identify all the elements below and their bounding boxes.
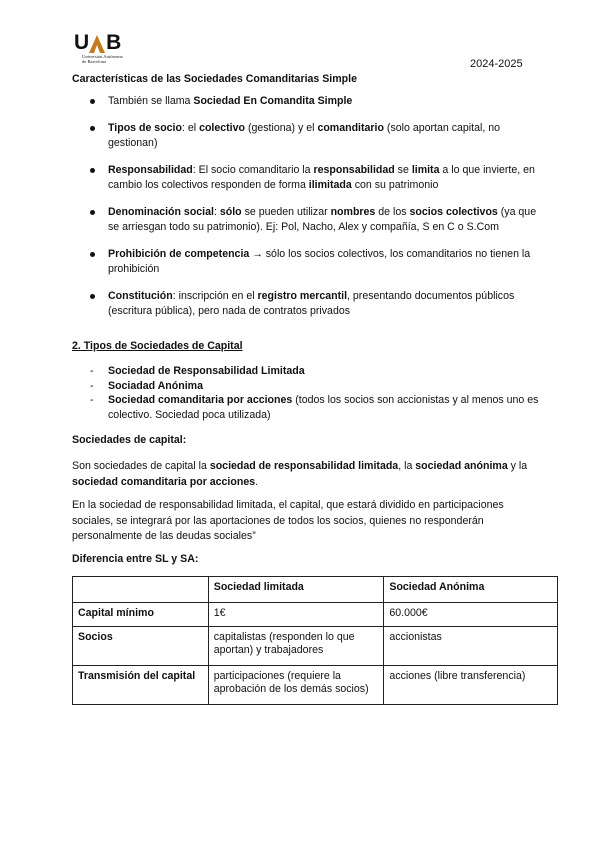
- list-item: [72, 379, 542, 394]
- diff-heading: Diferencia entre SL y SA:: [72, 553, 199, 565]
- text: de los: [375, 205, 410, 218]
- bold-text: sociedad de responsabilidad limitada: [209, 460, 399, 472]
- quote-paragraph: En la sociedad de responsabilidad limitada, el capital, que estará dividido en participaciones sociales, se integrará por las aportaciones de todos los socios, quienes no responderán personalmente de las deudas sociales”: [72, 499, 504, 542]
- dash-icon: -: [90, 365, 94, 377]
- uab-logo: [74, 33, 144, 71]
- logo-subtitle-line-2: de Barcelona: [82, 59, 107, 64]
- bullet-icon: [90, 168, 95, 173]
- logo-mark: [74, 33, 144, 53]
- table-cell: 60.000€: [384, 603, 558, 627]
- capital-heading: Sociedades de capital:: [72, 434, 187, 446]
- text: También se llama: [108, 95, 194, 107]
- company-types-list: [72, 364, 542, 422]
- logo-subtitle: [82, 54, 144, 64]
- list-item: [72, 94, 542, 110]
- table-cell: participaciones (requiere la aprobación de los demás socios): [208, 666, 384, 705]
- text: y la: [507, 460, 528, 472]
- table-cell: accionistas: [384, 627, 558, 666]
- bold-text: Tipos de socio: [108, 121, 182, 134]
- list-item: [72, 393, 542, 422]
- list-item: [72, 289, 542, 320]
- table-cell: Socios: [73, 627, 209, 666]
- list-item: [72, 121, 542, 152]
- bold-text: comanditario: [317, 121, 384, 134]
- table-header-cell: Sociedad Anónima: [384, 577, 558, 603]
- bold-text: nombres: [330, 205, 376, 218]
- bold-text: Sociadad Anónima: [108, 379, 203, 392]
- text: (gestiona) y el: [245, 121, 318, 134]
- bullet-icon: [90, 252, 95, 257]
- list-item: [72, 364, 542, 379]
- table-row: [73, 666, 558, 705]
- dash-icon: -: [90, 379, 94, 392]
- bullet-icon: [90, 126, 95, 131]
- logo-subtitle-line-1: Universitat Autònoma: [82, 54, 123, 59]
- bold-text: Denominación social: [108, 205, 214, 218]
- text: (todos los socios son accionistas y al menos uno es colectivo. Sociedad poca utilizada): [108, 394, 539, 421]
- text: : el: [181, 121, 200, 134]
- text: , la: [398, 460, 416, 472]
- text: → sólo los socios colectivos, los comanditarios no tienen la prohibición: [108, 247, 531, 275]
- bold-text: sociedad comanditaria por acciones: [72, 475, 256, 488]
- list-item: [72, 247, 542, 278]
- comparison-table: [72, 576, 558, 705]
- section-2-heading: 2. Tipos de Sociedades de Capital: [72, 340, 243, 352]
- table-row: [73, 603, 558, 627]
- table-row: [73, 627, 558, 666]
- bold-text: socios colectivos: [409, 205, 498, 218]
- dash-icon: -: [90, 394, 94, 406]
- capital-paragraph: [72, 459, 542, 490]
- list-item: [72, 163, 542, 194]
- text: (ya que se arriesgan todo su patrimonio). Ej: Pol, Nacho, Alex y compañía, S en C o S.Com: [108, 205, 537, 233]
- table-header-row: [73, 577, 558, 603]
- bold-text: ilimitada: [308, 179, 352, 191]
- characteristics-list: [72, 94, 542, 331]
- bullet-icon: [90, 99, 95, 104]
- bullet-icon: [90, 294, 95, 299]
- text: (solo aportan capital, no gestionan): [108, 121, 500, 149]
- table-header-cell: Sociedad limitada: [208, 577, 384, 603]
- page-title: Características de las Sociedades Comanditarias Simple: [72, 73, 357, 85]
- logo-letter-u: U: [74, 31, 89, 54]
- bold-text: sólo: [219, 205, 242, 218]
- text: Son sociedades de capital la: [72, 460, 210, 472]
- list-item: [72, 205, 542, 236]
- text: : inscripción en el: [172, 289, 258, 302]
- bold-text: Sociedad En Comandita Simple: [193, 95, 353, 107]
- bold-text: Constitución: [108, 289, 173, 302]
- table-cell: capitalistas (responden lo que aportan) y trabajadores: [208, 627, 384, 666]
- bold-text: Responsabilidad: [108, 163, 193, 176]
- logo-a-icon: [89, 35, 105, 53]
- academic-year: 2024-2025: [470, 58, 523, 70]
- table-header-cell: [73, 577, 209, 603]
- bold-text: Prohibición de competencia: [108, 247, 250, 260]
- logo-letter-b: B: [106, 31, 121, 54]
- text: se pueden utilizar: [241, 205, 331, 218]
- bold-text: Sociedad de Responsabilidad Limitada: [108, 365, 305, 377]
- text: : El socio comanditario la: [192, 163, 314, 176]
- bold-text: Sociedad comanditaria por acciones: [108, 394, 293, 406]
- text: , presentando documentos públicos (escritura pública), pero nada de contratos privados: [108, 289, 515, 317]
- bold-text: responsabilidad: [313, 163, 395, 176]
- bold-text: colectivo: [199, 121, 245, 134]
- text: a lo que invierte, en cambio los colectivos responden de forma: [108, 163, 535, 191]
- text: se: [394, 163, 412, 176]
- text: :: [213, 205, 220, 218]
- table-cell: acciones (libre transferencia): [384, 666, 558, 705]
- bold-text: sociedad anónima: [415, 460, 508, 472]
- bold-text: registro mercantil: [257, 289, 348, 302]
- text: .: [255, 475, 259, 488]
- bold-text: limita: [411, 163, 440, 176]
- table-cell: 1€: [208, 603, 384, 627]
- table-cell: Transmisión del capital: [73, 666, 209, 705]
- text: con su patrimonio: [351, 179, 439, 191]
- bullet-icon: [90, 210, 95, 215]
- table-cell: Capital mínimo: [73, 603, 209, 627]
